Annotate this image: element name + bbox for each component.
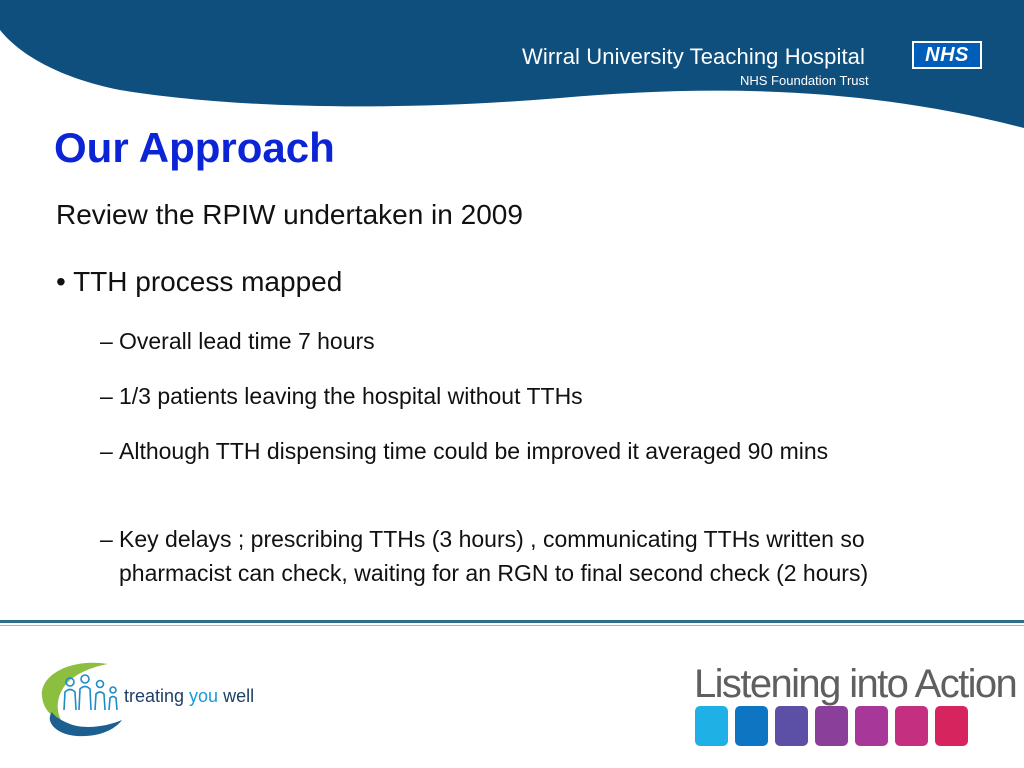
nhs-logo: NHS [912, 41, 982, 69]
listening-into-action-color-squares [695, 706, 975, 746]
lia-color-square [935, 706, 968, 746]
treating-you-well-logo-icon [38, 652, 128, 742]
header-banner [0, 0, 1024, 130]
dash-marker: – [100, 438, 113, 464]
treating-you-well-tagline [124, 686, 254, 707]
tagline-you: you [189, 686, 219, 706]
dash-marker: – [100, 526, 113, 552]
listening-into-action-title: Listening into Action [694, 662, 1017, 706]
intro-line: Review the RPIW undertaken in 2009 [56, 199, 523, 230]
hospital-name: Wirral University Teaching Hospital [522, 44, 865, 69]
lia-color-square [775, 706, 808, 746]
dash-marker: – [100, 328, 113, 354]
sub-item [100, 522, 980, 590]
sub-item [100, 434, 940, 468]
lia-color-square [815, 706, 848, 746]
sub-item-text: 1/3 patients leaving the hospital without TTHs [119, 383, 583, 409]
footer-divider [0, 620, 1024, 623]
sub-item-text: Overall lead time 7 hours [119, 328, 375, 354]
tagline-part2: well [218, 686, 255, 706]
trust-name: NHS Foundation Trust [740, 73, 869, 88]
slide-title: Our Approach [54, 124, 335, 171]
bullet-item: • TTH process mapped [56, 266, 343, 297]
footer-divider-thin [0, 625, 1024, 626]
dash-marker: – [100, 383, 113, 409]
lia-color-square [855, 706, 888, 746]
sub-item-text: Although TTH dispensing time could be improved it averaged 90 mins [119, 438, 829, 464]
sub-item [100, 324, 980, 358]
lia-color-square [895, 706, 928, 746]
sub-item [100, 379, 980, 413]
lia-color-square [735, 706, 768, 746]
tagline-part1: treating [124, 686, 190, 706]
lia-color-square [695, 706, 728, 746]
sub-item-text: Key delays ; prescribing TTHs (3 hours) , communicating TTHs written so pharmacist can check, waiting for an RGN to final second check (2 hours) [119, 526, 869, 586]
